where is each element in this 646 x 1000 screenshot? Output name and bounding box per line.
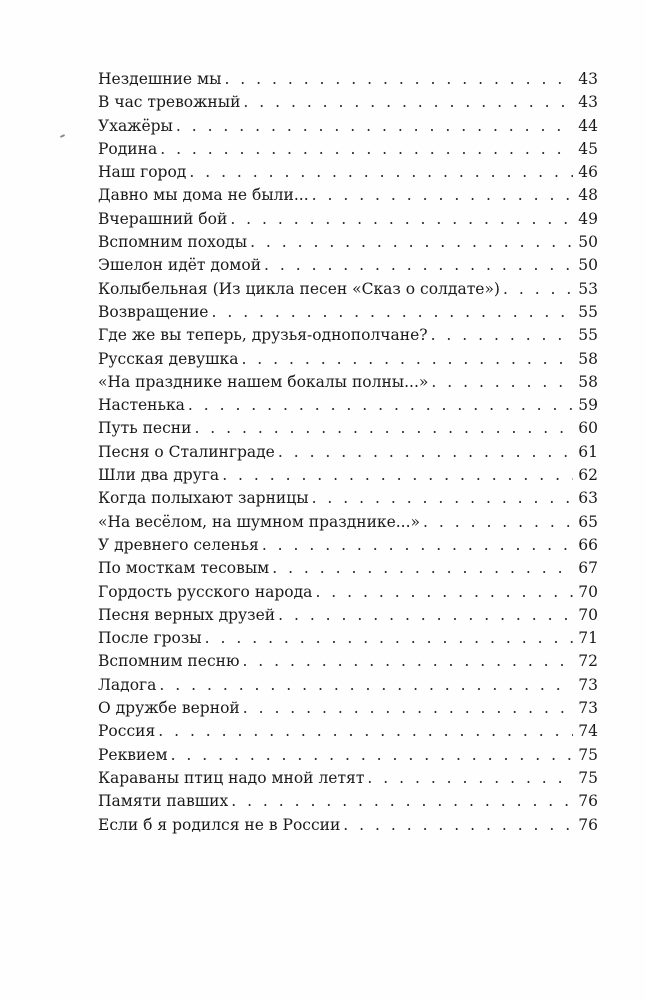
- toc-entry-page-number: 73: [578, 675, 598, 694]
- dot-leader: [262, 534, 573, 557]
- toc-entry-title: Эшелон идёт домой: [98, 256, 262, 275]
- toc-entry: [98, 464, 598, 487]
- toc-entry-page-number: 44: [578, 116, 598, 135]
- toc-entry: [98, 161, 598, 184]
- toc-entry-title: Настенька: [98, 396, 185, 415]
- dot-leader: [224, 68, 573, 91]
- toc-entry: [98, 91, 598, 114]
- toc-entry-title: Если б я родился не в России: [98, 815, 341, 834]
- toc-entry-title: Ухажёры: [98, 116, 173, 135]
- dot-leader: [189, 161, 573, 184]
- toc-entry-page-number: 71: [578, 629, 598, 648]
- toc-entry: [98, 604, 598, 627]
- toc-entry-page-number: 61: [578, 442, 598, 461]
- dot-leader: [222, 464, 573, 487]
- toc-entry-title: Когда полыхают зарницы: [98, 489, 309, 508]
- dot-leader: [160, 138, 573, 161]
- toc-entry-title: Памяти павших: [98, 792, 229, 811]
- dot-leader: [264, 254, 573, 277]
- toc-entry-title: Нездешние мы: [98, 70, 222, 88]
- dot-leader: [159, 674, 573, 697]
- toc-entry-page-number: 53: [578, 279, 598, 298]
- toc-entry: [98, 68, 598, 91]
- toc-entry-title: После грозы: [98, 629, 202, 648]
- dot-leader: [250, 231, 573, 254]
- toc-entry-title: Возвращение: [98, 302, 209, 321]
- toc-entry-title: Где же вы теперь, друзья-однополчане?: [98, 326, 428, 345]
- dot-leader: [241, 348, 573, 371]
- toc-entry: [98, 441, 598, 464]
- toc-entry: [98, 511, 598, 534]
- toc-entry-page-number: 58: [578, 372, 598, 391]
- dot-leader: [312, 184, 573, 207]
- toc-entry-page-number: 48: [578, 186, 598, 205]
- toc-entry-title: Песня верных друзей: [98, 605, 276, 624]
- toc-entry-page-number: 74: [578, 722, 598, 741]
- toc-entry-title: В час тревожный: [98, 93, 241, 112]
- toc-entry-title: Гордость русского народа: [98, 582, 313, 601]
- toc-entry-title: У древнего селенья: [98, 535, 259, 554]
- toc-entry: [98, 557, 598, 580]
- toc-entry-page-number: 62: [578, 466, 598, 485]
- toc-entry-title: Путь песни: [98, 419, 192, 438]
- toc-entry: [98, 534, 598, 557]
- toc-entry: [98, 138, 598, 161]
- dot-leader: [343, 814, 573, 837]
- toc-entry-page-number: 46: [578, 163, 598, 182]
- toc-entry-title: «На весёлом, на шумном празднике...»: [98, 512, 421, 531]
- toc-entry: [98, 231, 598, 254]
- dot-leader: [431, 371, 573, 394]
- toc-entry-page-number: 50: [578, 256, 598, 275]
- dot-leader: [231, 790, 573, 813]
- toc-entry-title: Давно мы дома не были...: [98, 186, 309, 205]
- toc-entry-title: Родина: [98, 139, 158, 158]
- toc-entry-page-number: 65: [578, 512, 598, 531]
- dot-leader: [503, 278, 573, 301]
- toc-entry: [98, 767, 598, 790]
- toc-entry: [98, 814, 598, 837]
- dot-leader: [205, 627, 573, 650]
- toc-entry-page-number: 75: [578, 768, 598, 787]
- toc-entry-title: Вспомним походы: [98, 233, 248, 252]
- toc-entry: [98, 184, 598, 207]
- toc-entry: [98, 697, 598, 720]
- toc-entry-page-number: 66: [578, 535, 598, 554]
- toc-entry-page-number: 59: [578, 396, 598, 415]
- toc-entry-page-number: 60: [578, 419, 598, 438]
- toc-entry-page-number: 58: [578, 349, 598, 368]
- dot-leader: [194, 417, 573, 440]
- toc-entry: [98, 208, 598, 231]
- dot-leader: [278, 604, 573, 627]
- dot-leader: [230, 208, 573, 231]
- toc-entry: [98, 394, 598, 417]
- toc-entry-title: Песня о Сталинграде: [98, 442, 275, 461]
- dot-leader: [188, 394, 573, 417]
- toc-entry: [98, 627, 598, 650]
- toc-entry-page-number: 70: [578, 605, 598, 624]
- toc-entry-page-number: 55: [578, 302, 598, 321]
- toc-entry-title: Шли два друга: [98, 466, 220, 485]
- dot-leader: [367, 767, 573, 790]
- toc-entry-page-number: 73: [578, 699, 598, 718]
- toc-entry-page-number: 55: [578, 326, 598, 345]
- toc-entry-page-number: 76: [578, 815, 598, 834]
- stray-ink-mark: [60, 134, 65, 138]
- dot-leader: [243, 91, 573, 114]
- toc-entry: [98, 115, 598, 138]
- dot-leader: [278, 441, 573, 464]
- toc-entry-title: «На празднике нашем бокалы полны...»: [98, 372, 429, 391]
- toc-entry-page-number: 75: [578, 745, 598, 764]
- toc-entry-title: Русская девушка: [98, 349, 239, 368]
- toc-entry-title: По мосткам тесовым: [98, 559, 270, 578]
- toc-entry-page-number: 50: [578, 233, 598, 252]
- dot-leader: [272, 557, 573, 580]
- toc-entry: [98, 650, 598, 673]
- toc-entry: [98, 324, 598, 347]
- toc-entry-title: Ладога: [98, 675, 157, 694]
- toc-entry-page-number: 63: [578, 489, 598, 508]
- toc-entry: [98, 417, 598, 440]
- toc-entry-title: Наш город: [98, 163, 187, 182]
- toc-entry-page-number: 67: [578, 559, 598, 578]
- toc-entry-page-number: 43: [578, 93, 598, 112]
- toc-entry-title: Вчерашний бой: [98, 209, 228, 228]
- toc-entry: [98, 674, 598, 697]
- toc-entry: [98, 348, 598, 371]
- toc-entry: [98, 254, 598, 277]
- toc-entry-page-number: 43: [578, 70, 598, 88]
- toc-entry: [98, 744, 598, 767]
- toc-entry-page-number: 70: [578, 582, 598, 601]
- toc-entry-title: Караваны птиц надо мной летят: [98, 768, 365, 787]
- dot-leader: [243, 697, 573, 720]
- toc-entry-page-number: 72: [578, 652, 598, 671]
- dot-leader: [211, 301, 573, 324]
- toc-entry-page-number: 45: [578, 139, 598, 158]
- dot-leader: [158, 720, 573, 743]
- toc-entry-title: Колыбельная (Из цикла песен «Сказ о солдате»): [98, 279, 500, 298]
- dot-leader: [431, 324, 573, 347]
- toc-entry-page-number: 49: [578, 209, 598, 228]
- toc-entry: [98, 720, 598, 743]
- toc-entry: [98, 487, 598, 510]
- toc-entry-title: Реквием: [98, 745, 168, 764]
- toc-entry: [98, 301, 598, 324]
- toc-entry: [98, 371, 598, 394]
- dot-leader: [315, 581, 573, 604]
- toc-entry-title: Россия: [98, 722, 156, 741]
- toc-entry: [98, 278, 598, 301]
- table-of-contents: [98, 68, 598, 837]
- toc-entry: [98, 790, 598, 813]
- dot-leader: [171, 744, 573, 767]
- dot-leader: [312, 487, 573, 510]
- dot-leader: [176, 115, 573, 138]
- dot-leader: [423, 511, 573, 534]
- toc-entry: [98, 581, 598, 604]
- toc-entry-page-number: 76: [578, 792, 598, 811]
- toc-entry-title: О дружбе верной: [98, 699, 240, 718]
- toc-entry-title: Вспомним песню: [98, 652, 240, 671]
- dot-leader: [242, 650, 573, 673]
